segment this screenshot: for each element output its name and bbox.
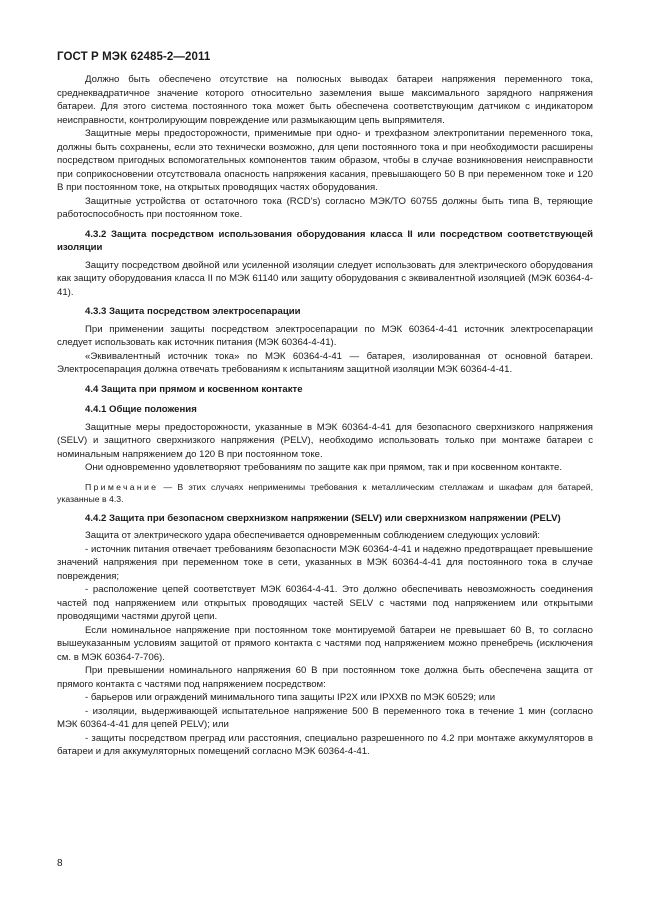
list-item: - изоляции, выдерживающей испытательное напряжение 500 В переменного тока в течение 1 мин (согласно МЭК 60364-4-41 для цепей PELV); или bbox=[57, 705, 593, 730]
paragraph: При превышении номинального напряжения 60 В при постоянном токе должна быть обеспечена защита от прямого контакта с частями под напряжением посредством: bbox=[57, 665, 593, 690]
list-item: - защиты посредством преград или расстояния, специально разрешенного по 4.2 при монтаже аккумуляторов в батареи и для аккумуляторных помещений согласно МЭК 60364-4-41. bbox=[57, 732, 593, 757]
paragraph: При применении защиты посредством электросепарации по МЭК 60364-4-41 источник электросепарации следует использовать как источник питания (МЭК 60364-4-41). bbox=[57, 323, 593, 348]
paragraph: Защита от электрического удара обеспечивается одновременным соблюдением следующих условий: bbox=[85, 530, 541, 541]
paragraph: Должно быть обеспечено отсутствие на полюсных выводах батареи напряжения переменного тока, среднеквадратичное значение которого относительно заземления выше максимального зарядного напряжения батареи. Для этого система постоянного тока может быть обеспечена соответствующим датчиком с индикатором неисправности, контролирующим повреждение или размыкающим цепь выпрямителя. bbox=[57, 74, 593, 126]
section-heading-4-4-1: 4.4.1 Общие положения bbox=[85, 404, 197, 415]
note bbox=[57, 481, 593, 506]
section-heading-4-4: 4.4 Защита при прямом и косвенном контакте bbox=[85, 383, 303, 395]
paragraph: Защитные устройства от остаточного тока (RCD’s) согласно МЭК/ТО 60755 должны быть типа В, теряющие работоспособность при постоянном токе. bbox=[57, 195, 593, 220]
paragraph: Защитные меры предосторожности, применимые при одно- и трехфазном электропитании переменного тока, должны быть сохранены, если это технически возможно, для цепи постоянного тока и при необходимости расширены посредством пригодных вспомогательных компонентов таким образом, чтобы в случае возникновения неисправности при соприкосновении отсутствовала опасность напряжения касания, превышающего 50 В при переменном токе и 120 В при постоянном токе, на открытых проводящих частях оборудования. bbox=[57, 128, 593, 193]
note-text: — В этих случаях неприменимы требования к металлическим стеллажам и шкафам для батарей, указанные в 4.3. bbox=[57, 481, 593, 504]
paragraph: Защитные меры предосторожности, указанные в МЭК 60364-4-41 для безопасного сверхнизкого напряжения (SELV) и защитного сверхнизкого напряжения (PELV), необходимо использовать только при монтаже батареи с номинальным напряжением до 120 В при постоянном токе. bbox=[57, 421, 593, 460]
list-item: - барьеров или ограждений минимального типа защиты IP2X или IPXXB по МЭК 60529; или bbox=[85, 692, 496, 703]
page-number: 8 bbox=[57, 858, 63, 869]
paragraph: Защиту посредством двойной или усиленной изоляции следует использовать для электрического оборудования как защиту оборудования класса II по МЭК 61140 или защиту оборудования с эквивалентной изоляцией (МЭК 60364-4-41). bbox=[57, 259, 593, 298]
section-heading-4-3-3: 4.3.3 Защита посредством электросепарации bbox=[85, 306, 301, 317]
paragraph: «Эквивалентный источник тока» по МЭК 60364-4-41 — батарея, изолированная от основной батареи. Электросепарация должна отвечать требованиям к испытаниям защитной изоляции МЭК 60364-4-41. bbox=[57, 350, 593, 375]
list-item: - источник питания отвечает требованиям безопасности МЭК 60364-4-41 и надежно предотвращает превышение значений напряжения при переменном токе в сети, указанных в МЭК 60364-4-41 для постоянного тока в случае повреждения; bbox=[57, 543, 593, 582]
paragraph: Они одновременно удовлетворяют требованиям по защите как при прямом, так и при косвенном контакте. bbox=[85, 462, 563, 473]
note-label: Примечание bbox=[85, 481, 159, 492]
document-header: ГОСТ Р МЭК 62485-2—2011 bbox=[57, 51, 211, 63]
paragraph: Если номинальное напряжение при постоянном токе монтируемой батареи не превышает 60 В, то согласно вышеуказанным условиям защитой от прямого контакта с частями под напряжением можно пренебречь (исключения см. в МЭК 60364-7-706). bbox=[57, 624, 593, 663]
section-heading-4-4-2: 4.4.2 Защита при безопасном сверхнизком напряжении (SELV) или сверхнизком напряжении (PELV) bbox=[85, 512, 561, 524]
document-body bbox=[57, 73, 593, 759]
section-heading-4-3-2: 4.3.2 Защита посредством использования оборудования класса II или посредством соответствующей изоляции bbox=[57, 228, 593, 253]
list-item: - расположение цепей соответствует МЭК 60364-4-41. Это должно обеспечивать невозможность соединения частей под напряжением или открытых проводящих частей SELV с частями под напряжением или открытыми проводящими частями другой цепи. bbox=[57, 584, 593, 622]
